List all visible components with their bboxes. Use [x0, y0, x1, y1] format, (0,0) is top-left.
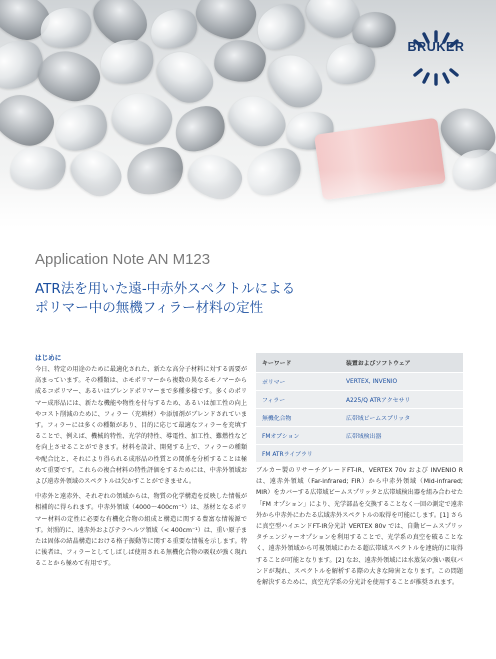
equipment-cell: 広帯域検出器	[346, 434, 382, 440]
keyword-cell: 無機化合物	[262, 416, 292, 422]
intro-paragraph-2: 中赤外と遠赤外、それぞれの領域からは、物質の化学構造を反映した情報が相補的に得られます。中赤外領域（4000～400cm⁻¹）は、基材となるポリマー材料の定性に必要な有機化合物の組成と構造に関する豊富な情報源です。対照的に、遠赤外およびテラヘルツ領域（< 400cm⁻¹）は、重い原子または固体の結晶構造における格子振動等に関する重要な情報を示します。特に後者は、フィラーとしてしばしば使用される無機化合物の吸収が強く現れることから極めて有用です。	[35, 493, 247, 568]
keyword-cell: フィラー	[262, 398, 286, 404]
intro-paragraph-1: 今日、特定の用途のために最適化された、新たな高分子材料に対する需要が高まっています。その種類は、ホモポリマーから複数の異なるモノマーから成るコポリマー、あるいはブレンドポリマーまで多種多様です。多くのポリマー成形品には、新たな機能や物性を付与するため、あるいは加工性の向上やコスト削減のために、フィラー（充填材）や添加剤がブレンドされています。フィラーには多くの種類があり、目的に応じて最適なフィラーを充填することで、例えば、機械的特性、光学的特性、導電性、加工性、難燃性などを向上させることができます。材料を設計、開発する上で、フィラーの種類や配合比と、それにより得られる成形品の性質との関係を分析することは極めて重要です。これらの複合材料の特性評価をするためには、中赤外領域および遠赤外領域のスペクトルは欠かすことができません。	[35, 366, 247, 486]
equipment-cell: A225/Q ATRアクセサリ	[346, 398, 411, 404]
equipment-cell: VERTEX, INVENIO	[346, 378, 398, 385]
table-header-row	[256, 353, 463, 373]
table-row	[256, 373, 463, 391]
table-row	[256, 427, 463, 445]
table-row	[256, 445, 463, 463]
keyword-cell: FMオプション	[262, 434, 300, 440]
introduction-section	[35, 353, 247, 574]
equipment-header: 装置およびソフトウェア	[346, 361, 411, 367]
table-row	[256, 391, 463, 409]
application-note-label: Application Note AN M123	[35, 251, 211, 268]
page-title	[35, 280, 295, 318]
title-line-1: ATR法を用いた遠-中赤外スペクトルによる	[35, 281, 296, 297]
section-heading: はじめに	[35, 354, 62, 362]
table-row	[256, 409, 463, 427]
equipment-cell: 広帯域ビームスプリッタ	[346, 416, 411, 422]
keywords-header: キーワード	[262, 361, 292, 367]
bruker-logo-icon	[404, 28, 468, 88]
title-line-2: ポリマー中の無機フィラー材料の定性	[35, 300, 264, 316]
brand-name: BRUKER	[407, 40, 465, 54]
keyword-cell: FM ATRライブラリ	[262, 452, 313, 458]
keywords-table	[256, 353, 463, 463]
product-description-paragraph: ブルカー製のリサーチグレードFT-IR、VERTEX 70v および INVENIO R は、遠赤外領域（Far-infrared; FIR）から中赤外領域（Mid-infrared; MIR）をカバーする広帯域ビームスプリッタと広帯域検出器を組み合わせた「FM オプション」により、光学部品を交換することなく一回の測定で遠赤外から中赤外にわたる広域赤外スペクトルの取得を可能にします。[1] さらに真空型ハイエンドFT-IR分光計 VERTEX 80v では、自動ビームスプリッタチェンジャーオプションを利用することで、光学系の真空を破ることなく、遠赤外領域から可視領域にわたる超広帯域スペクトルを連続的に取得することが可能となります。[2] なお、遠赤外領域には水蒸気の強い吸収バンドが現れ、スペクトルを解析する際の大きな障害となります。この問題を解決するために、真空光学系の分光計を使用することが推奨されます。	[256, 467, 463, 587]
keyword-cell: ポリマー	[262, 380, 286, 386]
